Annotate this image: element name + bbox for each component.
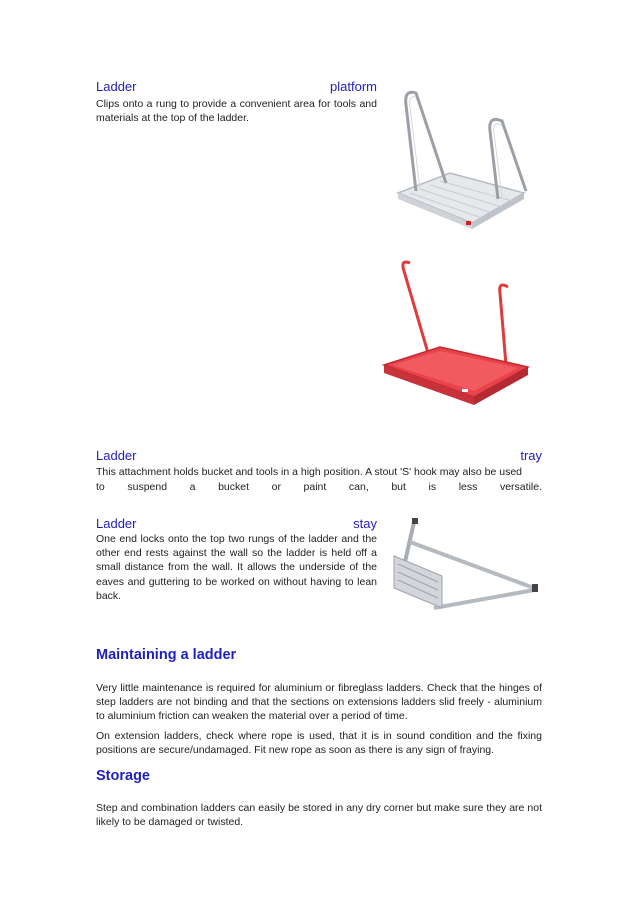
maintaining-paragraph-2: On extension ladders, check where rope is used, that it is in sound condition and the fixing positions are secure/undamaged. Fit new rope as soon as there is any sign of fraying. (96, 730, 542, 757)
tray-heading (96, 448, 542, 463)
tray-description-line2: to suspend a bucket or paint can, but is less versatile. (96, 481, 542, 493)
maintaining-paragraph-1: Very little maintenance is required for aluminium or fibreglass ladders. Check that the hinges of step ladders are not binding and that the sections on extensions ladders slid freely - aluminium to aluminium friction can weaken the material over a period of time. (96, 682, 542, 723)
tray-heading-left: Ladder (96, 448, 137, 463)
tray-heading-right: tray (520, 448, 542, 463)
storage-paragraph-1: Step and combination ladders can easily be stored in any dry corner but make sure they are not likely to be damaged or twisted. (96, 802, 542, 829)
platform-heading (96, 79, 377, 94)
stay-heading-left: Ladder (96, 516, 137, 531)
storage-title: Storage (96, 768, 150, 784)
tray-description-line1: This attachment holds bucket and tools in a high position. A stout 'S' hook may also be used (96, 466, 523, 478)
platform-heading-right: platform (330, 79, 377, 94)
platform-heading-left: Ladder (96, 79, 137, 94)
stay-image (384, 512, 548, 620)
stay-heading-right: stay (353, 516, 377, 531)
platform-description: Clips onto a rung to provide a convenient area for tools and materials at the top of the ladder. (96, 98, 377, 125)
stay-description: One end locks onto the top two rungs of the ladder and the other end rests against the wall so the ladder is held off a small distance from the wall. It allows the underside of the eaves and guttering to be worked on without having to lean back. (96, 533, 377, 602)
platform-image (386, 75, 536, 241)
tray-image (378, 255, 542, 417)
maintaining-title: Maintaining a ladder (96, 647, 237, 663)
stay-heading (96, 516, 377, 531)
